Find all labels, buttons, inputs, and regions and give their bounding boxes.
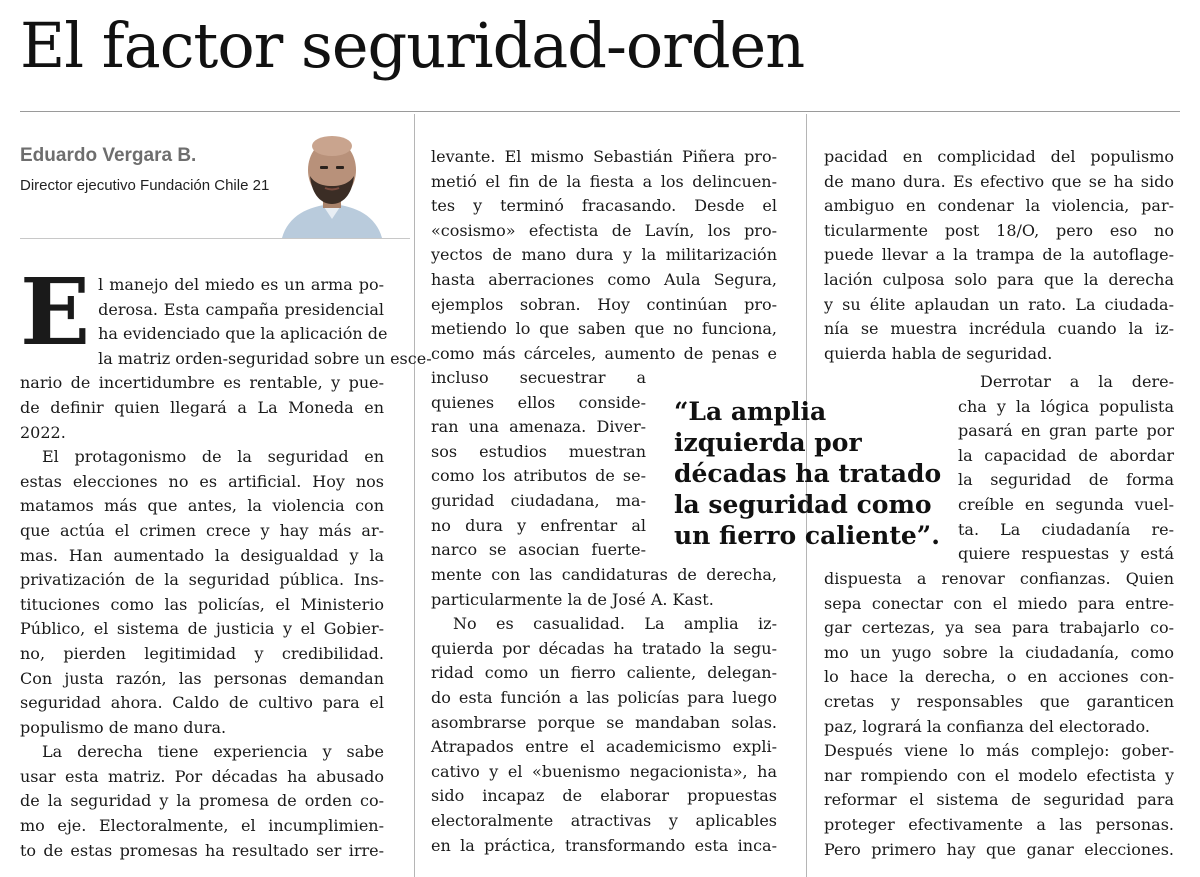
text-line: populismo de mano dura.: [20, 717, 227, 737]
text-line: Atrapados entre el academicismo expli-: [431, 737, 777, 757]
text-line: proteger efectivamente a las personas.: [824, 814, 1174, 834]
text-line: de la seguridad y la promesa de orden co-: [20, 791, 384, 811]
drop-cap: E: [20, 258, 91, 366]
text-line: Con justa razón, las personas demandan: [20, 668, 384, 688]
text-line: narco se asocian fuerte-: [431, 540, 646, 560]
text-line: to de estas promesas ha resultado ser irre-: [20, 840, 384, 860]
text-line: asombrarse porque se mandaban solas.: [431, 712, 777, 732]
text-line: de definir quien llegará a La Moneda en: [20, 397, 384, 417]
text-line: pacidad en complicidad del populismo: [824, 147, 1174, 166]
text-line: l manejo del miedo es un arma po-: [98, 275, 384, 294]
text-line: El protagonismo de la seguridad en: [42, 447, 384, 467]
text-line: metió el fin de la fiesta a los delincuen-: [431, 171, 777, 191]
text-line: sos estudios muestran: [431, 441, 646, 461]
text-line: Público, el sistema de justicia y el Gobier-: [20, 619, 384, 639]
text-line: nario de incertidumbre es rentable, y pue-: [20, 373, 384, 393]
text-line: ran una amenaza. Diver-: [431, 417, 646, 437]
text-line: ha evidenciado que la aplicación de: [98, 324, 388, 344]
text-line: derosa. Esta campaña presidencial: [98, 299, 384, 319]
text-line: hasta aberraciones como Aula Segura,: [431, 269, 777, 289]
text-line: electoralmente atractivas y aplicables: [431, 810, 777, 830]
text-line: la matriz orden-seguridad sobre un esce-: [98, 348, 432, 368]
author-role: Director ejecutivo Fundación Chile 21: [20, 177, 270, 194]
text-line: nar rompiendo con el modelo efectista y: [824, 765, 1174, 785]
text-line: quienes ellos conside-: [431, 392, 646, 412]
text-line: Pero primero hay que ganar elecciones.: [824, 839, 1174, 859]
text-line: pasará en gran parte por: [958, 421, 1174, 441]
text-line: particularmente la de José A. Kast.: [431, 589, 714, 609]
text-line: Derrotar a la dere-: [980, 372, 1174, 391]
text-line: mo un yugo sobre la ciudadanía, como: [824, 642, 1174, 662]
text-line: creíble en segunda vuel-: [958, 494, 1174, 514]
text-line: matamos más que antes, la violencia con: [20, 496, 384, 516]
text-line: la capacidad de abordar: [958, 445, 1174, 465]
text-line: «cosismo» efectista de Lavín, los pro-: [431, 220, 777, 240]
text-line: ejemplos sobran. Hoy continúan pro-: [431, 294, 777, 314]
byline: [20, 142, 270, 195]
pull-quote-line: la seguridad como: [674, 490, 932, 519]
text-line: levante. El mismo Sebastián Piñera pro-: [431, 147, 777, 166]
text-line: privatización de la seguridad pública. Ins-: [20, 570, 384, 590]
text-line: sido incapaz de elaborar propuestas: [431, 786, 777, 806]
text-line: y su élite aplaudan un rato. La ciudada-: [824, 294, 1174, 314]
article-column-3-bottom: [824, 567, 1174, 862]
text-line: do esta función a las policías para luego: [431, 687, 777, 707]
text-line: no, pierden legitimidad y credibilidad.: [20, 643, 384, 663]
text-line: 2022.: [20, 422, 66, 442]
article-column-2-narrow: [431, 366, 646, 563]
text-line: mente con las candidaturas de derecha,: [431, 565, 777, 584]
text-line: sepa conectar con el miedo para entre-: [824, 593, 1174, 613]
article-column-2-top: [431, 145, 777, 366]
author-name: Eduardo Vergara B.: [20, 145, 197, 166]
text-line: tes y terminó fracasando. Desde el: [431, 196, 777, 216]
text-line: como más cárceles, aumento de penas e: [431, 343, 777, 363]
text-line: que actúa el crimen crece y hay más ar-: [20, 520, 384, 540]
article-column-3-narrow: [958, 370, 1174, 567]
text-line: mo eje. Electoralmente, el incumplimien-: [20, 816, 384, 836]
text-line: ta. La ciudadanía re-: [958, 519, 1174, 539]
text-line: la seguridad de forma: [958, 470, 1174, 490]
text-line: yectos de mano dura y la militarización: [431, 245, 777, 265]
text-line: cretas y responsables que garanticen: [824, 691, 1174, 711]
text-line: en la práctica, transformando esta inca-: [431, 835, 777, 855]
text-line: mas. Han aumentado la desigualdad y la: [20, 545, 384, 565]
text-line: paz, logrará la confianza del electorado.: [824, 716, 1150, 736]
text-line: ridad como un fierro caliente, delegan-: [431, 663, 777, 683]
article-column-3-top: [824, 145, 1174, 366]
text-line: estas elecciones no es artificial. Hoy nos: [20, 471, 384, 491]
text-line: dispuesta a renovar confianzas. Quien: [824, 569, 1174, 588]
text-line: La derecha tiene experiencia y sabe: [42, 742, 384, 762]
byline-rule: [20, 238, 410, 239]
pull-quote-line: décadas ha tratado: [674, 459, 942, 488]
text-line: reformar el sistema de seguridad para: [824, 790, 1174, 810]
text-line: lación culposa solo para que la derecha: [824, 269, 1174, 289]
text-line: quierda por décadas ha tratado la segu-: [431, 638, 777, 658]
author-photo: [278, 124, 386, 238]
text-line: quierda habla de seguridad.: [824, 343, 1053, 363]
headline: El factor seguridad-orden: [20, 9, 805, 82]
text-line: nía se muestra incrédula cuando la iz-: [824, 319, 1174, 339]
pull-quote-line: izquierda por: [674, 428, 862, 457]
text-line: seguridad ahora. Caldo de cultivo para el: [20, 693, 384, 713]
text-line: cativo y el «buenismo negacionista», ha: [431, 761, 777, 781]
text-line: Después viene lo más complejo: gober-: [824, 741, 1174, 761]
text-line: lo hace la derecha, o en acciones con-: [824, 667, 1174, 687]
top-rule: [20, 111, 1180, 112]
pull-quote-line: “La amplia: [674, 397, 827, 426]
text-line: quiere respuestas y está: [958, 544, 1174, 564]
text-line: No es casualidad. La amplia iz-: [453, 614, 777, 634]
text-line: puede llevar a la trampa de la autoflage-: [824, 245, 1174, 265]
text-line: tituciones como las policías, el Ministerio: [20, 594, 384, 614]
pull-quote-line: un fierro caliente”.: [674, 521, 940, 550]
column-divider: [414, 114, 415, 877]
text-line: cha y la lógica populista: [958, 396, 1174, 416]
text-line: ambiguo en condenar la violencia, par-: [824, 196, 1174, 216]
text-line: de mano dura. Es efectivo que se ha sido: [824, 171, 1174, 191]
text-line: guridad ciudadana, ma-: [431, 490, 646, 510]
text-line: gar certezas, ya sea para trabajarlo co-: [824, 618, 1174, 638]
article-column-2-bottom: [431, 563, 777, 858]
text-line: no dura y enfrentar al: [431, 515, 646, 535]
text-line: metiendo lo que saben que no funciona,: [431, 319, 777, 339]
text-line: como los atributos de se-: [431, 466, 646, 486]
text-line: ticularmente post 18/O, pero eso no: [824, 220, 1174, 240]
text-line: usar esta matriz. Por décadas ha abusado: [20, 766, 384, 786]
pull-quote: [674, 396, 944, 551]
article-column-1: [20, 258, 432, 863]
text-line: incluso secuestrar a: [431, 368, 646, 387]
